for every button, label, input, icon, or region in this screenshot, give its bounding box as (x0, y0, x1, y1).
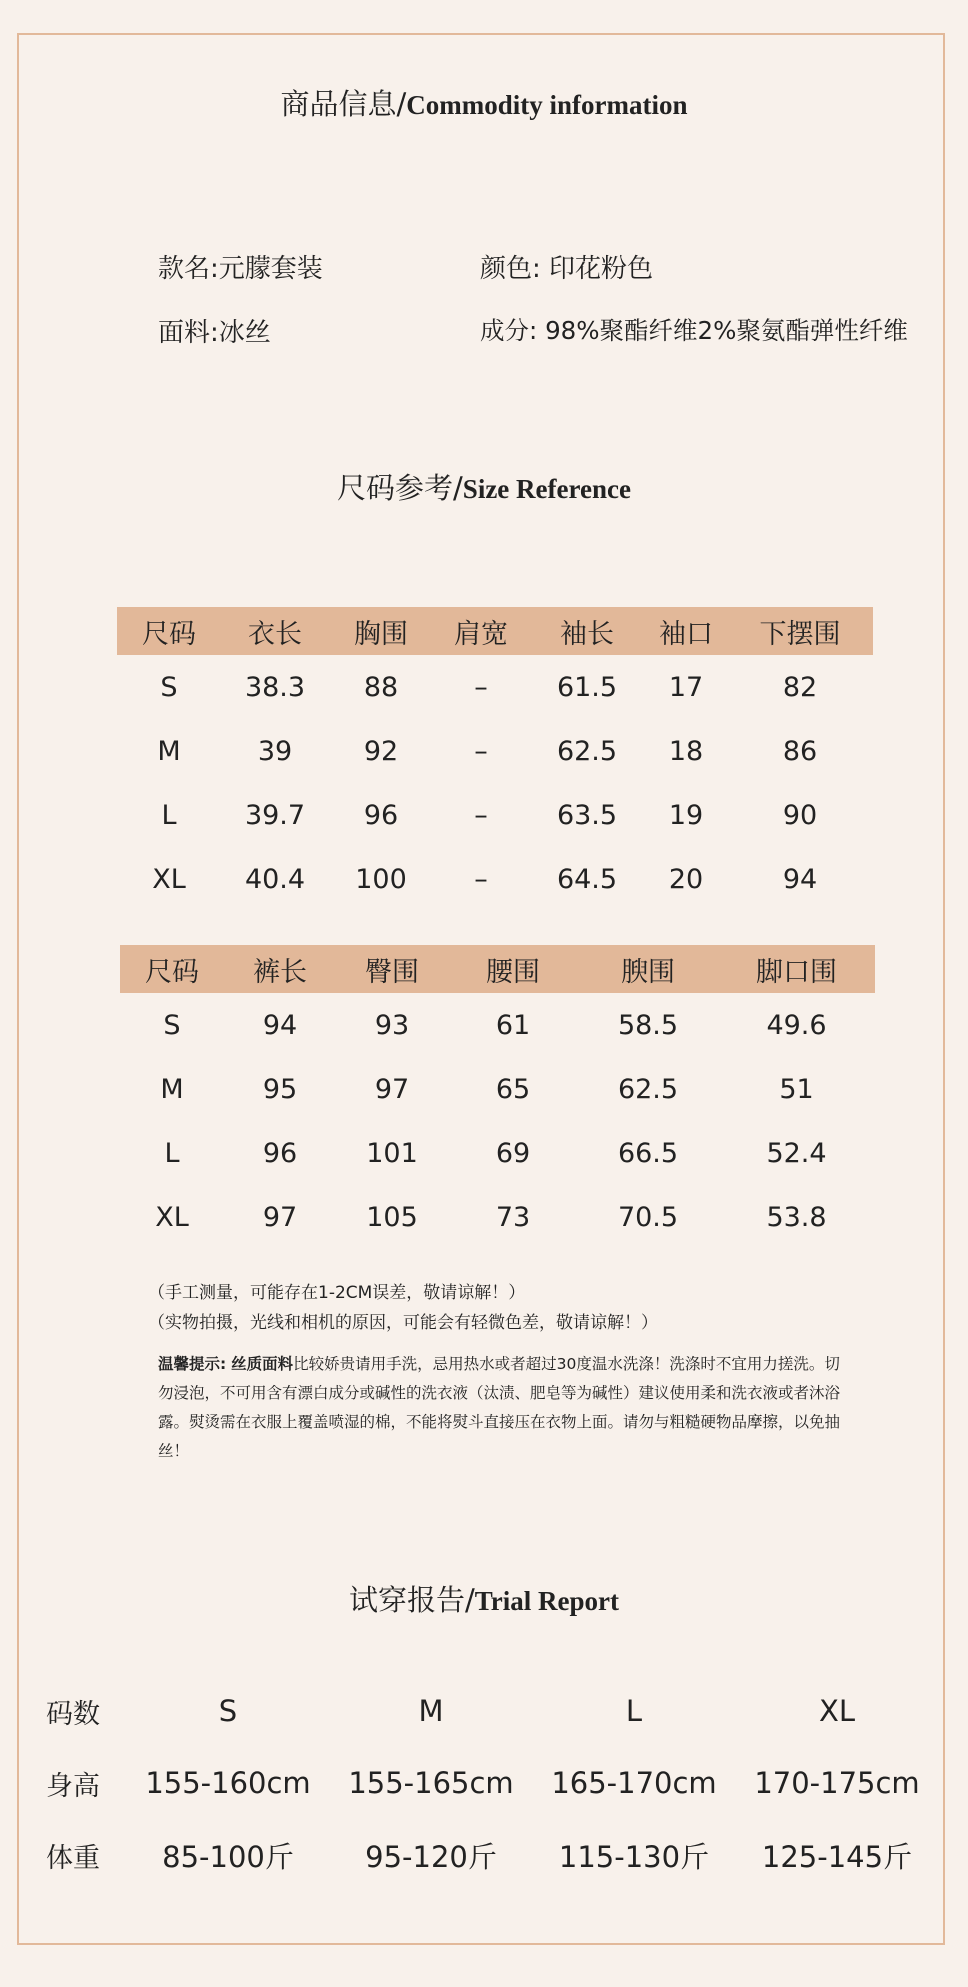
trial-size-row (30, 1675, 940, 1747)
pants-size-table (120, 945, 875, 1249)
table-cell: 65 (495, 1073, 531, 1105)
table-header-row (120, 945, 875, 993)
table-cell: L (161, 799, 177, 831)
table-cell: – (474, 671, 488, 703)
trial-height-label: 身高 (46, 1770, 100, 1802)
size-reference-title-zh: 尺码参考/ (337, 471, 463, 505)
commodity-title-en: Commodity information (406, 90, 688, 120)
table-cell: 49.6 (766, 1009, 827, 1041)
table-cell: 61.5 (556, 671, 618, 703)
table-cell: 70.5 (617, 1201, 679, 1233)
table-row (117, 655, 873, 719)
table-cell: 53.8 (766, 1201, 827, 1233)
commodity-title-zh: 商品信息/ (280, 87, 407, 121)
table-cell: 39 (257, 735, 293, 767)
table-cell: 100 (355, 863, 407, 895)
table-cell: 62.5 (556, 735, 618, 767)
column-header: 臀围 (336, 945, 448, 993)
table-cell: 92 (363, 735, 399, 767)
table-cell: 51 (779, 1073, 814, 1105)
table-cell: S (160, 671, 178, 703)
column-header: 衣长 (221, 607, 329, 655)
table-cell: 66.5 (617, 1137, 679, 1169)
trial-height-l: 165-170cm (551, 1766, 717, 1800)
size-reference-title-en: Size Reference (462, 474, 631, 504)
trial-height-m: 155-165cm (348, 1766, 514, 1800)
size-reference-title (0, 466, 968, 507)
table-cell: L (164, 1137, 180, 1169)
color-difference-note: （实物拍摄，光线和相机的原因，可能会有轻微色差，敬请谅解！） (148, 1313, 658, 1333)
column-header: 脚口围 (718, 945, 875, 993)
table-row (117, 783, 873, 847)
style-value: 元朦套装 (218, 254, 323, 284)
table-cell: 88 (363, 671, 399, 703)
trial-size-l: L (625, 1694, 643, 1728)
table-cell: 39.7 (244, 799, 306, 831)
table-cell: M (157, 735, 181, 767)
trial-weight-xl: 125-145斤 (761, 1839, 913, 1874)
trial-size-xl: XL (818, 1694, 856, 1728)
tip-label: 温馨提示: (158, 1355, 227, 1373)
table-cell: M (160, 1073, 184, 1105)
table-cell: 93 (374, 1009, 410, 1041)
style-label: 款名: (158, 254, 219, 284)
column-header: 腴围 (578, 945, 718, 993)
trial-weight-label: 体重 (46, 1842, 100, 1874)
trial-height-row (30, 1747, 940, 1819)
measurement-note: （手工测量，可能存在1-2CM误差，敬请谅解！） (148, 1283, 526, 1303)
table-cell: 63.5 (556, 799, 618, 831)
table-row (120, 993, 875, 1057)
table-cell: 62.5 (617, 1073, 679, 1105)
table-row (120, 1121, 875, 1185)
table-cell: – (474, 863, 488, 895)
table-cell: 96 (262, 1137, 298, 1169)
column-header: 尺码 (120, 945, 224, 993)
table-cell: 69 (495, 1137, 531, 1169)
table-cell: 61 (495, 1009, 531, 1041)
care-tip (158, 1350, 848, 1466)
column-header: 袖长 (529, 607, 645, 655)
column-header: 胸围 (329, 607, 433, 655)
trial-report-title-zh: 试穿报告/ (349, 1583, 475, 1617)
column-header: 尺码 (117, 607, 221, 655)
table-cell: 90 (782, 799, 818, 831)
fabric-label: 面料: (158, 318, 219, 348)
table-cell: – (474, 735, 488, 767)
table-cell: 96 (363, 799, 399, 831)
trial-size-s: S (218, 1694, 238, 1728)
tip-text: 比较娇贵请用手洗，忌用热水或者超过30度温水洗涤！洗涤时不宜用力搓洗。切勿浸泡，不可用含有漂白成分或碱性的洗衣液（汰渍、肥皂等为碱性）建议使用柔和洗衣液或者沐浴露。熨烫需在衣服上覆盖喷湿的棉，不能将熨斗直接压在衣物上面。请勿与粗糙硬物品摩擦，以免抽丝！ (158, 1355, 841, 1460)
composition-label: 成分: (480, 316, 538, 345)
trial-size-m: M (418, 1694, 444, 1728)
table-cell: 94 (262, 1009, 298, 1041)
column-header: 腰围 (448, 945, 578, 993)
composition-value: 98%聚酯纤维2%聚氨酯弹性纤维 (545, 316, 908, 345)
table-row (120, 1057, 875, 1121)
color-info (480, 248, 653, 285)
table-cell: 40.4 (244, 863, 306, 895)
table-cell: 58.5 (617, 1009, 679, 1041)
table-cell: 52.4 (766, 1137, 827, 1169)
table-cell: – (474, 799, 488, 831)
table-cell: 17 (668, 671, 704, 703)
column-header: 裤长 (224, 945, 336, 993)
fabric-info (158, 312, 271, 349)
trial-report-title-en: Trial Report (474, 1586, 619, 1616)
table-cell: 20 (668, 863, 704, 895)
trial-weight-row (30, 1819, 940, 1891)
table-row (120, 1185, 875, 1249)
table-cell: 38.3 (244, 671, 306, 703)
trial-height-xl: 170-175cm (754, 1766, 920, 1800)
table-cell: 105 (366, 1201, 418, 1233)
color-value: 印花粉色 (549, 254, 654, 284)
style-info (158, 248, 323, 285)
color-label: 颜色: (480, 254, 541, 284)
table-cell: 64.5 (556, 863, 618, 895)
trial-weight-l: 115-130斤 (558, 1839, 710, 1874)
table-cell: 18 (668, 735, 704, 767)
table-cell: 86 (782, 735, 818, 767)
commodity-title (0, 82, 968, 123)
table-cell: XL (155, 1201, 189, 1233)
trial-size-label: 码数 (46, 1698, 100, 1730)
table-cell: 82 (782, 671, 818, 703)
trial-weight-m: 95-120斤 (365, 1839, 497, 1874)
trial-report-title (0, 1578, 968, 1619)
table-cell: 101 (366, 1137, 418, 1169)
table-cell: XL (152, 863, 186, 895)
table-cell: 97 (374, 1073, 410, 1105)
top-size-table (117, 607, 873, 911)
table-cell: S (163, 1009, 181, 1041)
composition-info (480, 312, 908, 347)
table-cell: 94 (782, 863, 818, 895)
table-cell: 95 (262, 1073, 298, 1105)
trial-height-s: 155-160cm (145, 1766, 311, 1800)
table-cell: 97 (262, 1201, 298, 1233)
fabric-value: 冰丝 (218, 318, 271, 348)
column-header: 袖口 (645, 607, 727, 655)
table-cell: 19 (668, 799, 704, 831)
table-cell: 73 (495, 1201, 531, 1233)
column-header: 下摆围 (727, 607, 873, 655)
table-row (117, 847, 873, 911)
trial-report-table (30, 1675, 940, 1891)
column-header: 肩宽 (433, 607, 529, 655)
tip-fabric: 丝质面料 (231, 1355, 294, 1373)
table-header-row (117, 607, 873, 655)
table-row (117, 719, 873, 783)
trial-weight-s: 85-100斤 (162, 1839, 294, 1874)
